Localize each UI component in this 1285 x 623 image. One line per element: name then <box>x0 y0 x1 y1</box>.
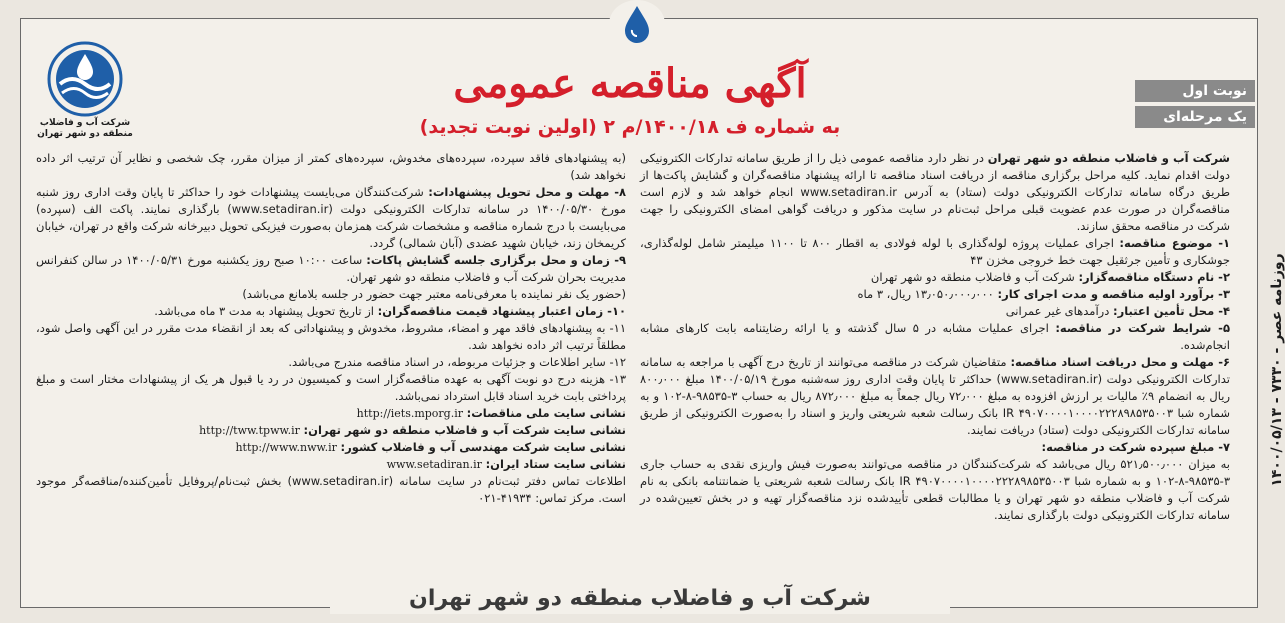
item-9-note: (حضور یک نفر نماینده با معرفی‌نامه معتبر جهت حضور در جلسه بلامانع می‌باشد) <box>242 287 626 301</box>
item-6-label: ۶- مهلت و محل دریافت اسناد مناقصه: <box>1010 355 1231 369</box>
water-drop-emblem <box>609 0 665 48</box>
intro-text: در نظر دارد مناقصه عمومی ذیل را از طریق سامانه تدارکات الکترونیکی دولت اقدام نماید. کلیه مراحل برگزاری مناقصه از دریافت اسناد مناقصه تا ارائه پیشنهاد مناقصه‌گران و گشایش پاکت‌ها از طریق درگاه سامانه تدارکات الکترونیکی دولت (ستاد) به آدرس www.setadiran.ir انجام خواهد شد و لازم است مناقصه‌گران در صورت عدم عضویت قبلی مراحل ثبت‌نام در سایت مذکور و دریافت گواهی امضای الکترونیکی را جهت شرکت در مناقصه محقق سازند. <box>640 151 1230 233</box>
newspaper-side-strip <box>1247 150 1285 590</box>
item-1 <box>640 235 1230 269</box>
logo-caption-line2: منطقه دو شهر تهران <box>37 129 133 139</box>
item-7-label: ۷- مبلغ سپرده شرکت در مناقصه: <box>1041 440 1230 454</box>
item-8-text: شرکت‌کنندگان می‌بایست پیشنهادات خود را حداکثر تا پایان وقت اداری روز شنبه مورخ ۱۴۰۰/۰۵/۳۰ در سامانه تدارکات الکترونیکی دولت (www.setadiran.ir) بارگذاری نمایند. پاکت الف (سپرده) می‌بایست با درج شماره مناقصه و مشخصات شرکت همزمان به‌صورت فیزیکی تحویل دبیرخانه شرکت واقع در تهران، خیابان کریمخان زند، خیابان شهید عضدی (آبان شمالی) گردد. <box>36 185 626 250</box>
item-5-label: ۵- شرایط شرکت در مناقصه: <box>1055 321 1230 335</box>
site-label: نشانی سایت شرکت مهندسی آب و فاضلاب کشور: <box>340 440 626 454</box>
item-6 <box>640 354 1230 439</box>
site-label: نشانی سایت شرکت آب و فاضلاب منطقه دو شهر تهران: <box>303 423 626 437</box>
item-7 <box>640 439 1230 456</box>
item-7-body: به میزان ۵۲۱٫۵۰۰٫۰۰۰ ریال می‌باشد که شرکت‌کنندگان در مناقصه می‌توانند به‌صورت فیش واریزی نقدی به حساب جاری ۳-۹۸۵۳۵-۸-۱۰۲ و به شماره شبا IR ۴۹۰۷۰۰۰۰۱۰۰۰۰۲۲۲۸۹۸۵۳۵۰۰۳ بانک رسالت شعبه شریعتی یا ضمانتنامه بانکی به نام شرکت آب و فاضلاب منطقه دو شهر تهران و یا مطالبات قطعی تأییدشده نزد مناقصه‌گزار تهیه و در بخش تعیین‌شده در سامانه تدارکات الکترونیکی دولت بارگذاری نمایند. <box>640 457 1230 522</box>
intro-paragraph <box>640 150 1230 235</box>
site-row <box>36 422 626 439</box>
logo-caption-line1: شرکت آب و فاضلاب <box>39 118 131 128</box>
item-6-text: متقاضیان شرکت در مناقصه می‌توانند از تاریخ درج آگهی با مراجعه به سامانه تدارکات الکترونیکی دولت (www.setadiran.ir) حداکثر تا پایان وقت اداری روز سه‌شنبه مورخ ۱۴۰۰/۰۵/۱۹ مبلغ ۸۰۰٫۰۰۰ ریال به انضمام ۹٪ مالیات بر ارزش افزوده به مبلغ ۷۲٫۰۰۰ ریال جمعاً به مبلغ ۸۷۲٫۰۰۰ ریال به حساب ۳-۹۸۵۳۵-۸-۱۰۲ و به شماره شبا IR ۴۹۰۷۰۰۰۰۱۰۰۰۰۲۲۲۸۹۸۵۳۵۰۰۳ بانک رسالت شعبه شریعتی واریز و اسناد را به‌صورت الکترونیکی از طریق سامانه تدارکات الکترونیکی دولت (ستاد) دریافت نمایند. <box>640 355 1231 437</box>
item-1-text: اجرای عملیات پروژه لوله‌گذاری با لوله فولادی به اقطار ۸۰۰ تا ۱۱۰۰ میلیمتر شامل لوله‌گذاری، جوشکاری و تأمین جرثقیل جهت خط خروجی مخزن ۴۳ <box>640 236 1230 267</box>
item-5 <box>640 320 1230 354</box>
item-10-label: ۱۰- زمان اعتبار پیشنهاد قیمت مناقصه‌گران: <box>377 304 626 318</box>
company-logo <box>30 40 140 158</box>
intro-company: شرکت آب و فاضلاب منطقه دو شهر تهران <box>987 151 1230 165</box>
item-8 <box>36 184 626 252</box>
site-row <box>36 456 626 473</box>
item-2-text: شرکت آب و فاضلاب منطقه دو شهر تهران <box>870 270 1075 284</box>
site-url-link[interactable]: http://iets.mporg.ir <box>356 407 463 420</box>
item-5-text: اجرای عملیات مشابه در ۵ سال گذشته و یا ارائه رضایتنامه بابت کارهای مشابه انجام‌شده. <box>640 321 1230 352</box>
site-label: نشانی سایت ستاد ایران: <box>485 457 626 471</box>
item-4-label: ۴- محل تأمین اعتبار: <box>1112 304 1230 318</box>
item-12: ۱۲- سایر اطلاعات و جزئیات مربوطه، در اسناد مناقصه مندرج می‌باشد. <box>288 355 626 369</box>
item-9 <box>36 252 626 286</box>
item-9-label: ۹- زمان و محل برگزاری جلسه گشایش پاکات: <box>366 253 627 267</box>
site-row <box>36 439 626 456</box>
contact-info: اطلاعات تماس دفتر ثبت‌نام در سایت سامانه (www.setadiran.ir) بخش ثبت‌نام/پروفایل تأمین‌کننده/مناقصه‌گر موجود است. مرکز تماس: ۴۱۹۳۴-۰۲۱ <box>36 474 626 505</box>
site-url-link[interactable]: http://www.nww.ir <box>235 441 337 454</box>
deposit-note: (به پیشنهادهای فاقد سپرده، سپرده‌های مخدوش، سپرده‌های کمتر از میزان مقرر، چک شخصی و نظایر آن ترتیب اثر داده نخواهد شد) <box>36 151 626 182</box>
item-3 <box>640 286 1230 303</box>
item-2-label: ۲- نام دستگاه مناقصه‌گزار: <box>1078 270 1230 284</box>
item-2 <box>640 269 1230 286</box>
round-badge: نوبت اول <box>1135 80 1255 102</box>
stage-badge: یک مرحله‌ای <box>1135 106 1255 128</box>
item-3-text: ۱۳٫۰۵۰٫۰۰۰٫۰۰۰ ریال، ۳ ماه <box>857 287 994 301</box>
site-row <box>36 405 626 422</box>
item-10 <box>36 303 626 320</box>
right-column <box>640 150 1230 524</box>
newspaper-issue-label: روزنامه عصر - ۷۳۳۰ - ۱۴۰۰/۰۵/۱۳ <box>1269 253 1285 487</box>
water-drop-icon <box>622 4 652 44</box>
item-10-text: از تاریخ تحویل پیشنهاد به مدت ۳ ماه می‌باشد. <box>154 304 374 318</box>
footer-company-name: شرکت آب و فاضلاب منطقه دو شهر تهران <box>330 584 950 614</box>
item-8-label: ۸- مهلت و محل تحویل پیشنهادات: <box>428 185 627 199</box>
site-url-link[interactable]: www.setadiran.ir <box>386 458 482 471</box>
item-1-label: ۱- موضوع مناقصه: <box>1119 236 1230 250</box>
left-column <box>36 150 626 507</box>
item-3-label: ۳- برآورد اولیه مناقصه و مدت اجرای کار: <box>997 287 1230 301</box>
site-url-link[interactable]: http://tww.tpww.ir <box>199 424 300 437</box>
item-4 <box>640 303 1230 320</box>
item-9-text: ساعت ۱۰:۰۰ صبح روز یکشنبه مورخ ۱۴۰۰/۰۵/۳۱ در سالن کنفرانس مدیریت بحران شرکت آب و فاضلاب منطقه دو شهر تهران. <box>36 253 626 284</box>
item-4-text: درآمدهای غیر عمرانی <box>1005 304 1110 318</box>
notice-title: آگهی مناقصه عمومی <box>453 60 807 107</box>
water-company-logo-icon <box>46 40 124 118</box>
notice-subtitle: به شماره ف ۱۴۰۰/۱۸/م ۲ (اولین نوبت تجدید) <box>419 116 841 138</box>
item-13: ۱۳- هزینه درج دو نوبت آگهی به عهده مناقصه‌گزار است و کمیسیون در رد یا قبول هر یک از پیشنهادات مختار است و مبلغ پرداختی بابت خرید اسناد قابل استرداد نمی‌باشد. <box>36 372 626 403</box>
website-list <box>36 405 626 473</box>
site-label: نشانی سایت ملی مناقصات: <box>466 406 626 420</box>
item-11: ۱۱- به پیشنهادهای فاقد مهر و امضاء، مشروط، مخدوش و پیشنهاداتی که بعد از انقضاء مدت مقرر در این آگهی واصل شود، مطلقاً ترتیب اثر داده نخواهد شد. <box>36 321 626 352</box>
